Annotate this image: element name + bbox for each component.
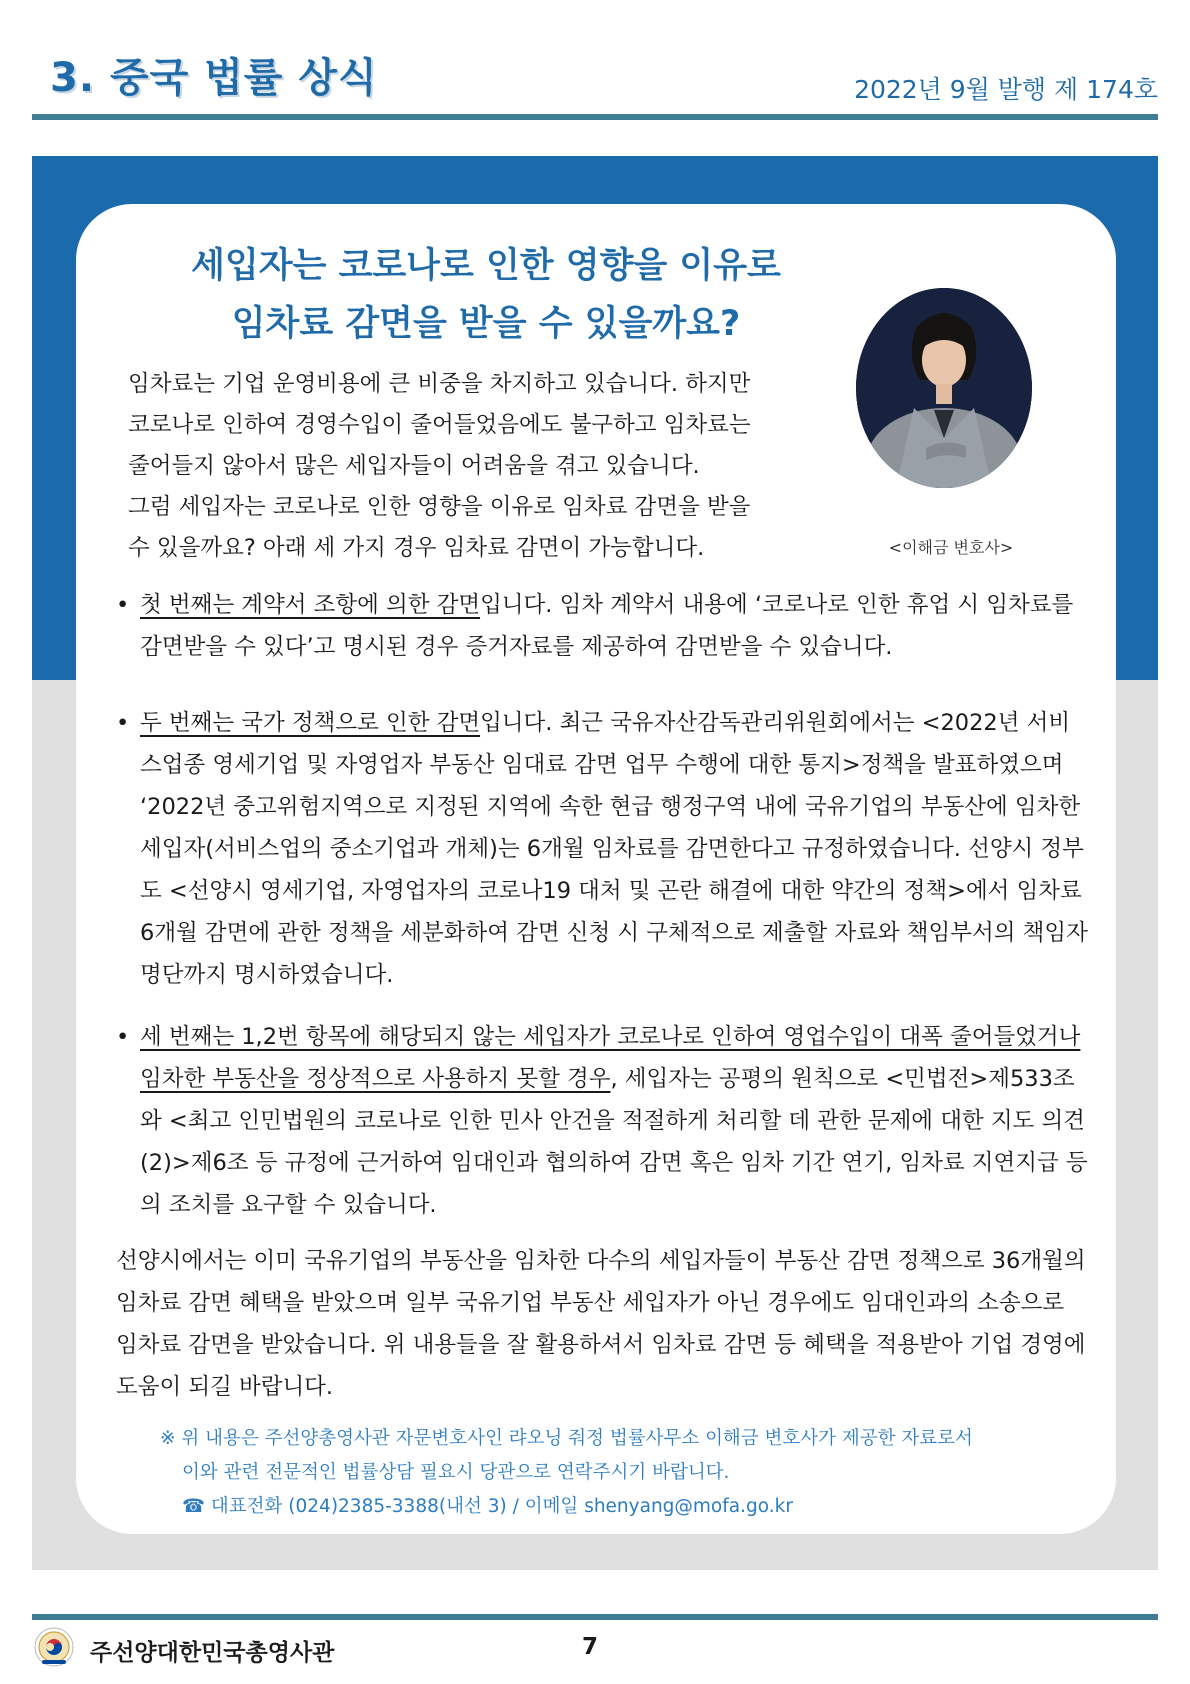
photo-caption: <이해금 변호사> [888, 538, 1014, 557]
note-contact-line: ☎ 대표전화 (024)2385-3388(내선 3) / 이메일 shenyang@mofa.go.kr [182, 1496, 793, 1517]
intro-line: 코로나로 인하여 경영수입이 줄어들었음에도 불구하고 임차료는 [128, 412, 751, 438]
page-number: 7 [582, 1634, 599, 1660]
intro-line: 줄어들지 않아서 많은 세입자들이 어려움을 겪고 있습니다. [128, 453, 700, 479]
intro-line: 수 있을까요? 아래 세 가지 경우 임차료 감면이 가능합니다. [128, 535, 705, 561]
footer-divider [32, 1614, 1158, 1620]
bullet-marker: • [116, 710, 130, 736]
intro-line: 임차료는 기업 운영비용에 큰 비중을 차지하고 있습니다. 하지만 [128, 371, 751, 397]
contact-note [160, 1422, 1060, 1524]
note-line-1: ※ 위 내용은 주선양총영사관 자문변호사인 랴오닝 줘정 법률사무소 이해금 변호사가 제공한 자료로서 [160, 1428, 973, 1449]
intro-paragraph [128, 364, 888, 569]
bullet-1-heading: 첫 번째는 계약서 조항에 의한 감면 [140, 592, 481, 618]
bullet-3-heading: 세 번째는 1,2번 항목에 해당되지 않는 세입자가 코로나로 인하여 영업수입이 대폭 줄어들었거나 임차한 부동산을 정상적으로 사용하지 못할 경우 [140, 1024, 1081, 1092]
bullet-marker: • [116, 592, 130, 618]
article-card [76, 204, 1116, 1534]
lawyer-photo [856, 288, 1032, 488]
bullet-marker: • [116, 1024, 130, 1050]
organization-name: 주선양대한민국총영사관 [90, 1640, 335, 1666]
header-divider [32, 114, 1158, 120]
note-line-2: 이와 관련 전문적인 법률상담 필요시 당관으로 연락주시기 바랍니다. [182, 1462, 730, 1483]
bullet-2-text: 입니다. 최근 국유자산감독관리위원회에서는 <2022년 서비스업종 영세기업 및 자영업자 부동산 임대료 감면 업무 수행에 대한 통지>정책을 발표하였으며 ‘2022년 중고위험지역으로 지정된 지역에 속한 현급 행정구역 내에 국유기업의 부동산에 임차한 세입자(서비스업의 중소기업과 개체)는 6개월 임차료를 감면한다고 규정하였습니다. 선양시 정부도 <선양시 영세기업, 자영업자의 코로나19 대처 및 곤란 해결에 대한 약간의 정책>에서 임차료 6개월 감면에 관한 정책을 세분화하여 감면 신청 시 구체적으로 제출할 자료와 책임부서의 책임자 명단까지 명시하였습니다. [140, 710, 1088, 988]
closing-paragraph: 선양시에서는 이미 국유기업의 부동산을 임차한 다수의 세입자들이 부동산 감면 정책으로 36개월의 임차료 감면 혜택을 받았으며 일부 국유기업 부동산 세입자가 아닌 경우에도 임대인과의 소송으로 임차료 감면을 받았습니다. 위 내용들을 잘 활용하셔서 임차료 감면 등 혜택을 적용받아 기업 경영에 도움이 되길 바랍니다. [116, 1248, 1086, 1400]
bullet-item-1 [116, 584, 1091, 668]
intro-line: 그럼 세입자는 코로나로 인한 영향을 이유로 임차료 감면을 받을 [128, 494, 751, 520]
article-headline-line2: 임차료 감면을 받을 수 있을까요? [231, 304, 741, 344]
bullet-3-text: , 세입자는 공평의 원칙으로 <민법전>제533조와 <최고 인민법원의 코로나로 인한 민사 안건을 적절하게 처리할 데 관한 문제에 대한 지도 의견(2)>제6조 등 규정에 근거하여 임대인과 협의하여 감면 혹은 임차 기간 연기, 임차료 지연지급 등의 조치를 요구할 수 있습니다. [140, 1066, 1088, 1218]
bullet-item-3 [116, 1016, 1091, 1226]
article-headline-line1: 세입자는 코로나로 인한 영향을 이유로 [191, 246, 781, 286]
bullet-item-2 [116, 702, 1091, 996]
korea-emblem-icon [34, 1627, 74, 1667]
bullet-1-text: 입니다. 임차 계약서 내용에 ‘코로나로 인한 휴업 시 임차료를 감면받을 수 있다’고 명시된 경우 증거자료를 제공하여 감면받을 수 있습니다. [140, 592, 1074, 660]
issue-info: 2022년 9월 발행 제 174호 [854, 75, 1158, 104]
section-title: 3. 중국 법률 상식 [50, 55, 378, 101]
bullet-2-heading: 두 번째는 국가 정책으로 인한 감면 [140, 710, 481, 736]
